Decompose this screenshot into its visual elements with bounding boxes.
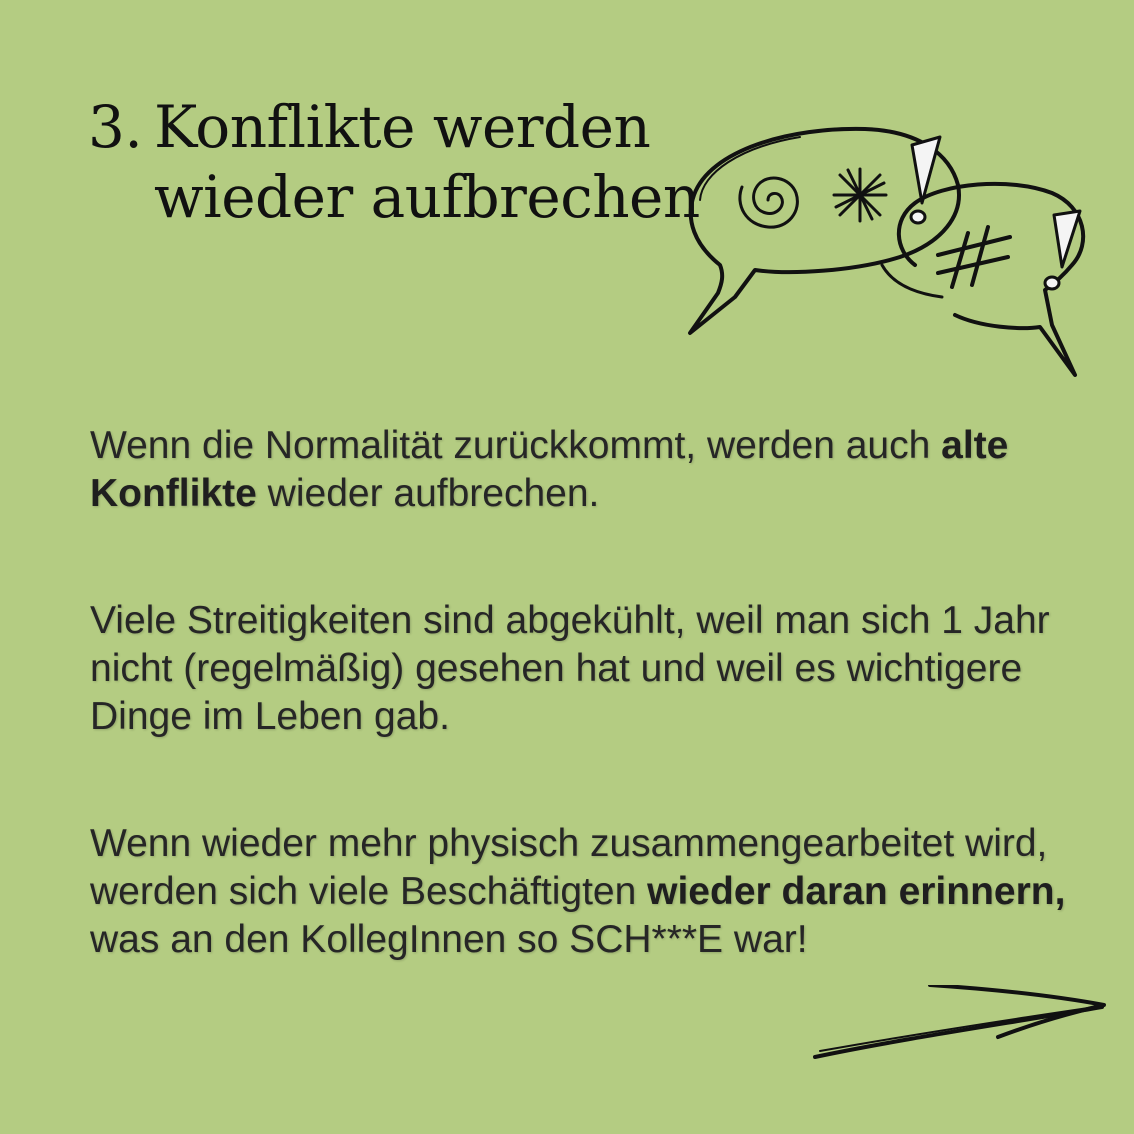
title-number: 3. [88, 93, 143, 161]
next-arrow-icon[interactable] [810, 985, 1110, 1065]
paragraph-2 [90, 597, 1080, 741]
paragraph-1-text-b: wieder aufbrechen. [256, 472, 600, 515]
paragraph-1-highlight: alte Konflikte [90, 424, 1009, 515]
paragraph-1-text-a: Wenn die Normalität zurückkommt, werden auch [90, 424, 942, 467]
paragraph-3-highlight: wieder daran erinnern, [647, 870, 1066, 913]
speech-bubbles-swearing-icon [680, 115, 1100, 385]
title-line-2: wieder aufbrechen [154, 163, 700, 231]
title-line-1: Konflikte werden [154, 93, 651, 161]
paragraph-2-text: Viele Streitigkeiten sind abgekühlt, weil man sich 1 Jahr nicht (regelmäßig) gesehen hat und weil es wichtigere Dinge im Leben gab. [90, 599, 1050, 738]
paragraph-3-text-a: Wenn wieder mehr physisch zusammengearbeitet wird, werden sich viele Beschäftigten [90, 822, 1048, 913]
paragraph-3-text-b: was an den KollegInnen so SCH***E war! [90, 918, 808, 961]
slide-title [88, 92, 700, 232]
paragraph-1 [90, 422, 1080, 518]
paragraph-3 [90, 820, 1090, 964]
